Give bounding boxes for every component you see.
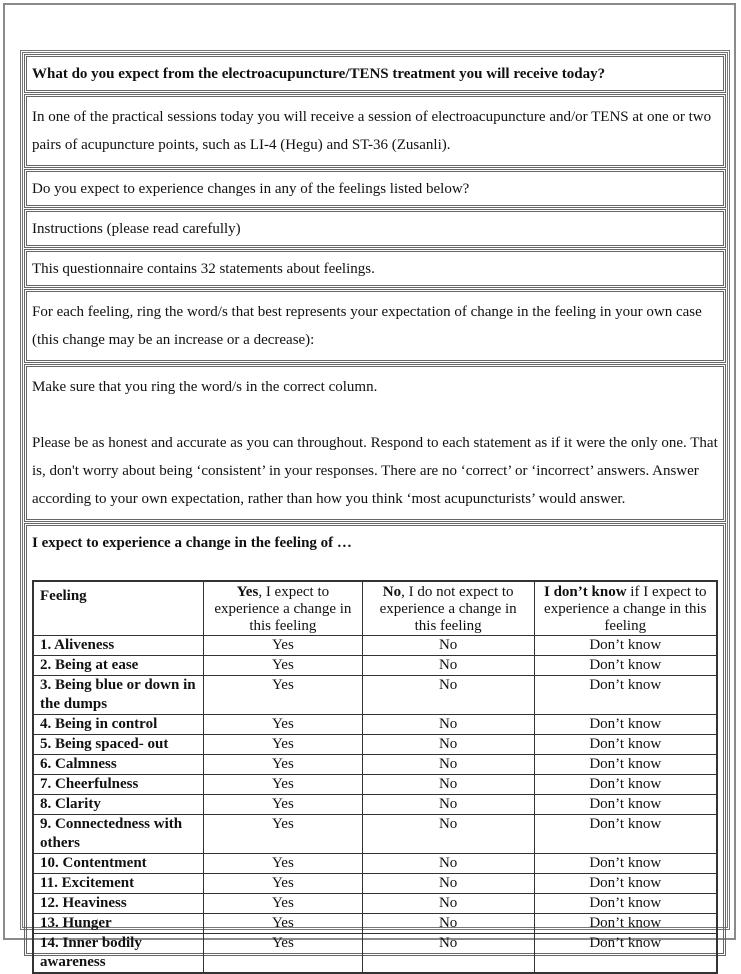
- no-option[interactable]: No: [362, 914, 534, 934]
- instruction-block: [24, 364, 726, 522]
- no-option[interactable]: No: [362, 795, 534, 815]
- yes-option[interactable]: Yes: [204, 914, 363, 934]
- dont-know-option[interactable]: Don’t know: [534, 676, 717, 715]
- header-dont-know: I don’t know if I expect to experience a change in this feeling: [534, 581, 717, 636]
- dont-know-option[interactable]: Don’t know: [534, 874, 717, 894]
- feeling-label: 14. Inner bodily awareness: [33, 934, 204, 974]
- questionnaire-frame: [20, 50, 730, 970]
- table-row: [33, 854, 717, 874]
- header-yes: Yes, I expect to experience a change in this feeling: [204, 581, 363, 636]
- feeling-label: 12. Heaviness: [33, 894, 204, 914]
- dont-know-option[interactable]: Don’t know: [534, 656, 717, 676]
- table-row: [33, 775, 717, 795]
- yes-option[interactable]: Yes: [204, 636, 363, 656]
- feeling-label: 6. Calmness: [33, 755, 204, 775]
- yes-option[interactable]: Yes: [204, 656, 363, 676]
- table-row: [33, 656, 717, 676]
- table-row: [33, 894, 717, 914]
- yes-option[interactable]: Yes: [204, 874, 363, 894]
- page-outer-border: [3, 3, 736, 970]
- feeling-label: 3. Being blue or down in the dumps: [33, 676, 204, 715]
- dont-know-option[interactable]: Don’t know: [534, 934, 717, 974]
- dont-know-option[interactable]: Don’t know: [534, 914, 717, 934]
- dont-know-option[interactable]: Don’t know: [534, 775, 717, 795]
- yes-option[interactable]: Yes: [204, 676, 363, 715]
- table-row: [33, 914, 717, 934]
- dont-know-option[interactable]: Don’t know: [534, 854, 717, 874]
- no-option[interactable]: No: [362, 934, 534, 974]
- no-option[interactable]: No: [362, 715, 534, 735]
- dont-know-option[interactable]: Don’t know: [534, 755, 717, 775]
- ring-instruction: For each feeling, ring the word/s that best represents your expectation of change in the feeling in your own case (this change may be an increase or a decrease):: [24, 289, 726, 363]
- yes-option[interactable]: Yes: [204, 934, 363, 974]
- feeling-label: 10. Contentment: [33, 854, 204, 874]
- no-option[interactable]: No: [362, 894, 534, 914]
- no-option[interactable]: No: [362, 656, 534, 676]
- no-option[interactable]: No: [362, 874, 534, 894]
- feeling-label: 4. Being in control: [33, 715, 204, 735]
- no-option[interactable]: No: [362, 636, 534, 656]
- feeling-label: 2. Being at ease: [33, 656, 204, 676]
- yes-option[interactable]: Yes: [204, 815, 363, 854]
- table-header-row: [33, 581, 717, 636]
- yes-option[interactable]: Yes: [204, 715, 363, 735]
- yes-option[interactable]: Yes: [204, 755, 363, 775]
- table-row: [33, 636, 717, 656]
- table-row: [33, 874, 717, 894]
- yes-option[interactable]: Yes: [204, 894, 363, 914]
- table-row: [33, 676, 717, 715]
- instructions-heading: Instructions (please read carefully): [24, 209, 726, 248]
- header-feeling: Feeling: [33, 581, 204, 636]
- table-row: [33, 795, 717, 815]
- no-option[interactable]: No: [362, 775, 534, 795]
- dont-know-option[interactable]: Don’t know: [534, 715, 717, 735]
- feeling-label: 7. Cheerfulness: [33, 775, 204, 795]
- no-option[interactable]: No: [362, 854, 534, 874]
- feelings-table: [32, 580, 718, 974]
- table-row: [33, 815, 717, 854]
- table-intro: I expect to experience a change in the feeling of …: [32, 535, 352, 551]
- no-option[interactable]: No: [362, 755, 534, 775]
- header-no: No, I do not expect to experience a change in this feeling: [362, 581, 534, 636]
- table-row: [33, 715, 717, 735]
- dont-know-option[interactable]: Don’t know: [534, 795, 717, 815]
- statement-count: This questionnaire contains 32 statements about feelings.: [24, 249, 726, 288]
- feeling-label: 9. Connectedness with others: [33, 815, 204, 854]
- dont-know-option[interactable]: Don’t know: [534, 735, 717, 755]
- feeling-label: 8. Clarity: [33, 795, 204, 815]
- table-row: [33, 735, 717, 755]
- dont-know-option[interactable]: Don’t know: [534, 636, 717, 656]
- dont-know-option[interactable]: Don’t know: [534, 815, 717, 854]
- yes-option[interactable]: Yes: [204, 854, 363, 874]
- dont-know-option[interactable]: Don’t know: [534, 894, 717, 914]
- intro-text: In one of the practical sessions today you will receive a session of electroacupuncture and/or TENS at one or two pairs of acupuncture points, such as LI-4 (Hegu) and ST-36 (Zusanli).: [24, 94, 726, 168]
- no-option[interactable]: No: [362, 676, 534, 715]
- column-instruction: Make sure that you ring the word/s in the correct column.: [32, 379, 378, 395]
- feeling-label: 1. Aliveness: [33, 636, 204, 656]
- yes-option[interactable]: Yes: [204, 735, 363, 755]
- yes-option[interactable]: Yes: [204, 795, 363, 815]
- honesty-instruction: Please be as honest and accurate as you can throughout. Respond to each statement as if it were the only one. That is, don't worry about being ‘consistent’ in your responses. There are no ‘correct’ or ‘incorrect’ answers. Answer according to your own expectation, rather than how you think ‘most acupuncturists’ would answer.: [32, 435, 718, 507]
- no-option[interactable]: No: [362, 815, 534, 854]
- question-text: Do you expect to experience changes in any of the feelings listed below?: [24, 169, 726, 208]
- yes-option[interactable]: Yes: [204, 775, 363, 795]
- table-row: [33, 755, 717, 775]
- questionnaire-title: What do you expect from the electroacupuncture/TENS treatment you will receive today?: [24, 54, 726, 93]
- table-row: [33, 934, 717, 974]
- feelings-section: [24, 523, 726, 970]
- feeling-label: 13. Hunger: [33, 914, 204, 934]
- no-option[interactable]: No: [362, 735, 534, 755]
- feeling-label: 11. Excitement: [33, 874, 204, 894]
- feeling-label: 5. Being spaced- out: [33, 735, 204, 755]
